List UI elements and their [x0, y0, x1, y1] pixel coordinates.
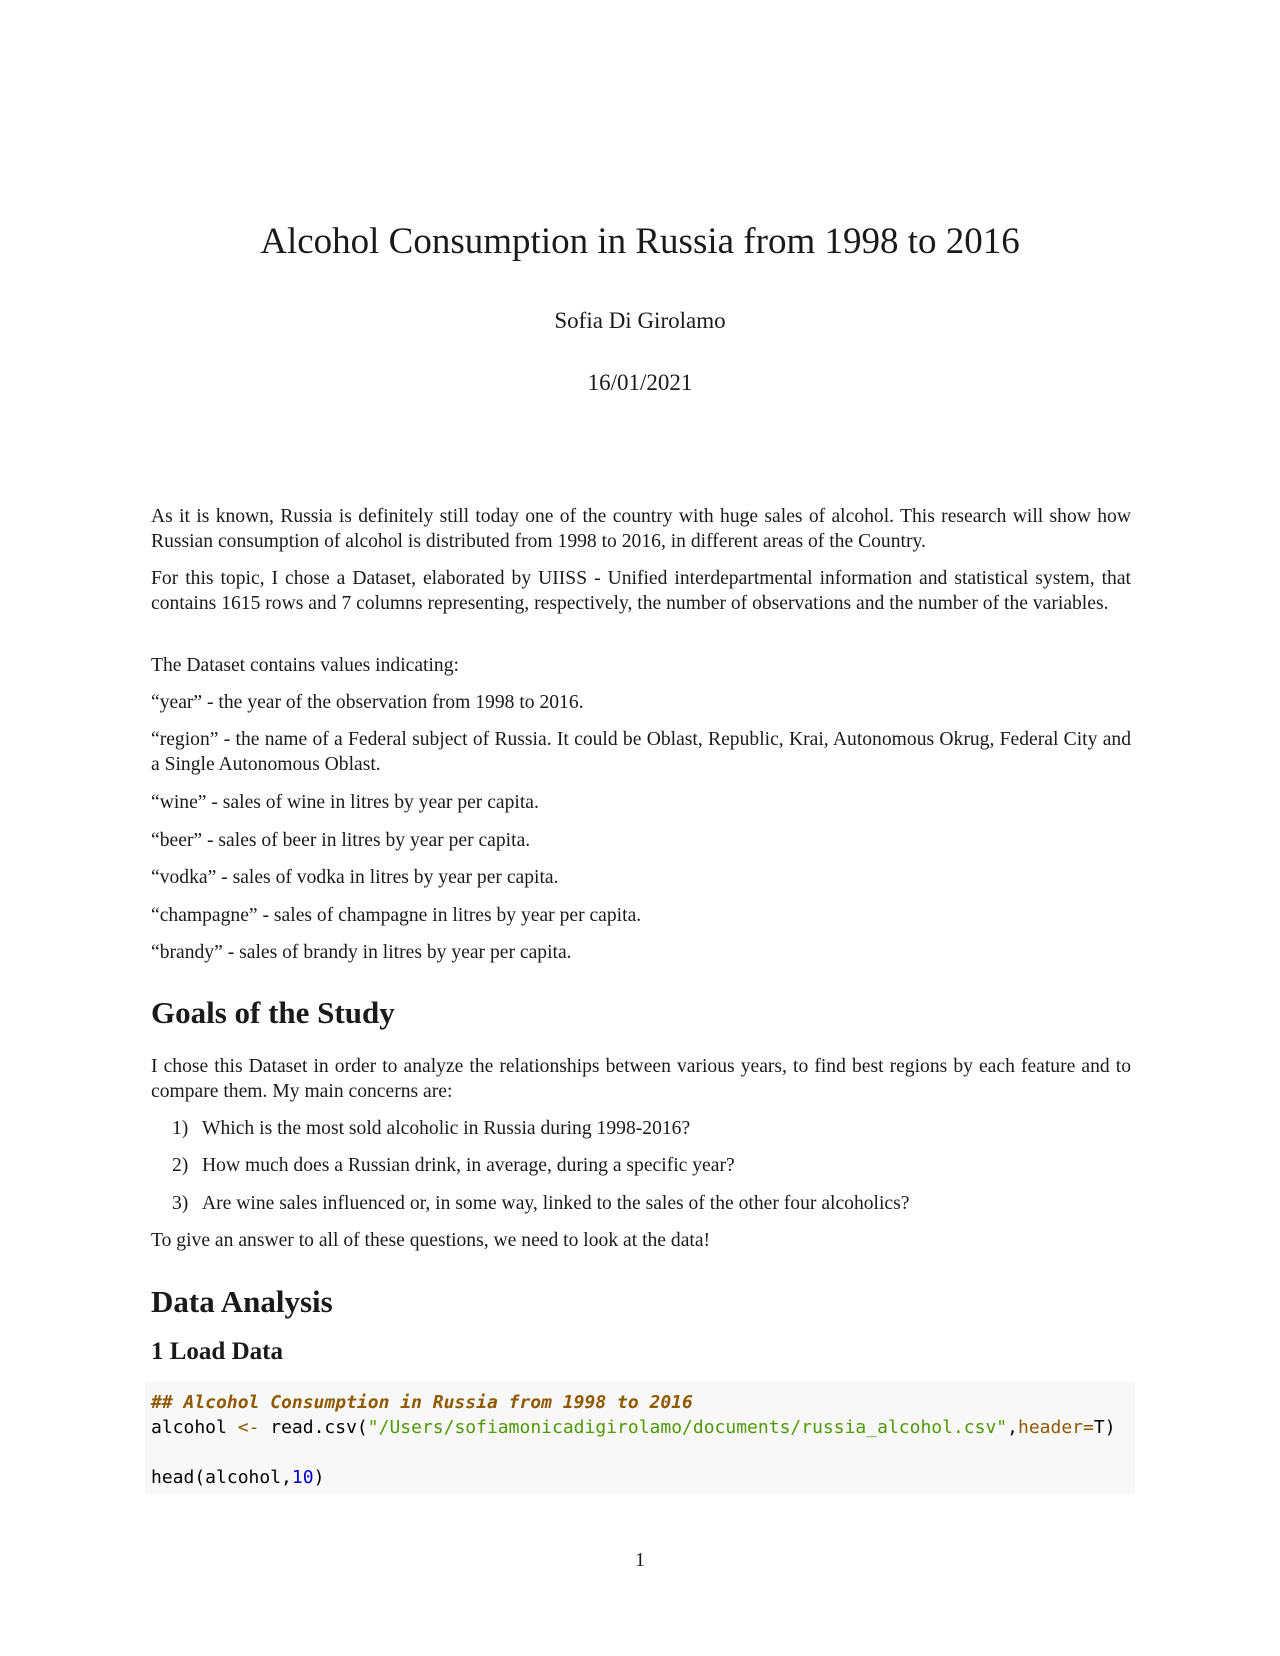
list-item	[172, 1191, 1132, 1216]
code-argument: header=	[1018, 1417, 1094, 1438]
document-author: Sofia Di Girolamo	[554, 308, 726, 333]
section-heading-analysis: Data Analysis	[151, 1284, 333, 1319]
code-end: T)	[1093, 1417, 1116, 1438]
subsection-heading-load-data: 1 Load Data	[151, 1338, 283, 1365]
section-heading-goals: Goals of the Study	[151, 995, 395, 1030]
code-function: read.csv(	[259, 1417, 368, 1438]
list-item-number: 3)	[172, 1193, 189, 1214]
code-separator: ,	[1007, 1417, 1018, 1438]
list-item-number: 1)	[172, 1118, 189, 1139]
variable-description-champagne: “champagne” - sales of champagne in litres by year per capita.	[151, 905, 642, 926]
list-item-number: 2)	[172, 1155, 189, 1176]
code-block	[145, 1381, 1135, 1494]
code-end: )	[313, 1467, 325, 1488]
page-number: 1	[635, 1550, 645, 1571]
goals-paragraph: I chose this Dataset in order to analyze the relationships between various years, to find best regions by each feature and to compare them. My main concerns are:	[151, 1056, 1131, 1102]
list-item-text: Which is the most sold alcoholic in Russia during 1998-2016?	[202, 1118, 691, 1139]
intro-paragraph-3: The Dataset contains values indicating:	[151, 655, 459, 676]
code-function: head(alcohol,	[151, 1467, 292, 1488]
code-variable: alcohol	[151, 1417, 238, 1438]
list-item	[172, 1116, 1132, 1141]
code-operator: <-	[237, 1417, 260, 1438]
variable-description-beer: “beer” - sales of beer in litres by year per capita.	[151, 830, 531, 851]
list-item-text: Are wine sales influenced or, in some way, linked to the sales of the other four alcoholics?	[202, 1193, 910, 1214]
code-line-head	[151, 1465, 324, 1490]
intro-paragraph-2: For this topic, I chose a Dataset, elaborated by UIISS - Unified interdepartmental information and statistical system, that contains 1615 rows and 7 columns representing, respectively, the number of observations and the number of the variables.	[151, 568, 1131, 614]
variable-description-wine: “wine” - sales of wine in litres by year per capita.	[151, 792, 539, 813]
document-title: Alcohol Consumption in Russia from 1998 to 2016	[260, 221, 1020, 262]
variable-description-brandy: “brandy” - sales of brandy in litres by year per capita.	[151, 942, 572, 963]
list-item	[172, 1153, 1132, 1178]
goals-closing: To give an answer to all of these questions, we need to look at the data!	[151, 1230, 711, 1251]
code-string: "/Users/sofiamonicadigirolamo/documents/russia_alcohol.csv"	[367, 1417, 1008, 1438]
document-date: 16/01/2021	[587, 370, 693, 395]
intro-paragraph-1: As it is known, Russia is definitely still today one of the country with huge sales of alcohol. This research will show how Russian consumption of alcohol is distributed from 1998 to 2016, in different areas of the Country.	[151, 506, 1131, 552]
variable-description-region: “region” - the name of a Federal subject of Russia. It could be Oblast, Republic, Krai, Autonomous Okrug, Federal City and a Single Autonomous Oblast.	[151, 729, 1131, 775]
variable-description-vodka: “vodka” - sales of vodka in litres by year per capita.	[151, 867, 559, 888]
code-comment: ## Alcohol Consumption in Russia from 1998 to 2016	[151, 1392, 693, 1413]
code-number: 10	[291, 1467, 314, 1488]
variable-description-year: “year” - the year of the observation from 1998 to 2016.	[151, 692, 584, 713]
code-line-read	[151, 1415, 1116, 1440]
list-item-text: How much does a Russian drink, in average, during a specific year?	[202, 1155, 735, 1176]
code-line-comment	[151, 1390, 693, 1415]
